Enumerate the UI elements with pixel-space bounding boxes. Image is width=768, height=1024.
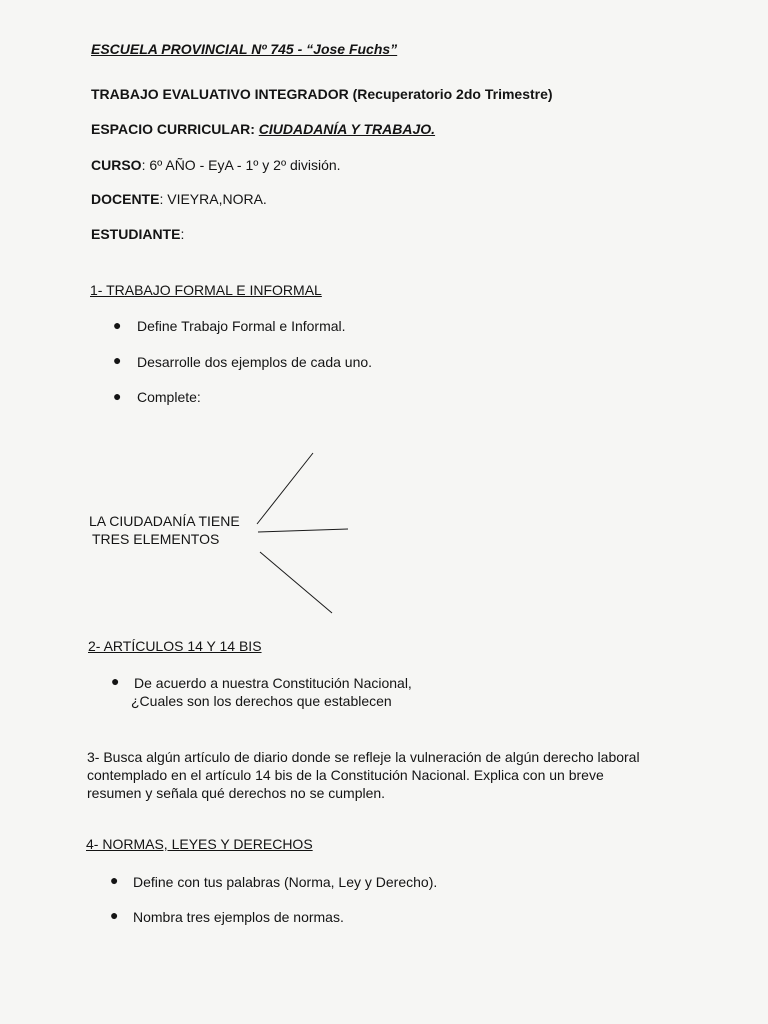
section4-title: 4- NORMAS, LEYES Y DERECHOS — [86, 836, 313, 852]
list-item: Desarrolle dos ejemplos de cada uno. — [137, 354, 373, 370]
teacher-value: : VIEYRA,NORA. — [159, 191, 267, 207]
section3-line2: contemplado en el artículo 14 bis de la Constitución Nacional. Explica con un breve — [87, 767, 604, 783]
student-label: ESTUDIANTE — [91, 226, 181, 242]
section2-title: 2- ARTÍCULOS 14 Y 14 BIS — [88, 638, 262, 654]
bullet-icon: ● — [113, 352, 122, 368]
diagram-label-line1: LA CIUDADANÍA TIENE — [89, 513, 240, 529]
student-value: : — [180, 226, 185, 242]
diagram-line-up — [257, 453, 313, 524]
diagram-line-down — [260, 552, 332, 613]
section3-line3: resumen y señala qué derechos no se cumplen. — [87, 785, 386, 801]
work-title: TRABAJO EVALUATIVO INTEGRADOR (Recuperatorio 2do Trimestre) — [91, 86, 553, 102]
subject-value: CIUDADANÍA Y TRABAJO. — [258, 121, 436, 137]
subject-label: ESPACIO CURRICULAR: — [91, 121, 255, 137]
list-item-line2: ¿Cuales son los derechos que establecen — [131, 693, 392, 709]
bullet-icon: ● — [110, 907, 119, 923]
bullet-icon: ● — [111, 673, 120, 689]
teacher-label: DOCENTE — [91, 191, 160, 207]
diagram-line-middle — [258, 529, 348, 532]
bullet-icon: ● — [113, 388, 122, 404]
bullet-icon: ● — [113, 317, 122, 333]
course-value: : 6º AÑO - EyA - 1º y 2º división. — [141, 157, 341, 173]
diagram-label-line2: TRES ELEMENTOS — [92, 531, 220, 547]
section3-line1: 3- Busca algún artículo de diario donde se refleje la vulneración de algún derecho laboral — [87, 749, 640, 765]
list-item: Nombra tres ejemplos de normas. — [133, 909, 344, 925]
list-item: Complete: — [137, 389, 201, 405]
section1-title: 1- TRABAJO FORMAL E INFORMAL — [90, 282, 322, 298]
bullet-icon: ● — [110, 872, 119, 888]
course-label: CURSO — [91, 157, 142, 173]
list-item: Define con tus palabras (Norma, Ley y Derecho). — [133, 874, 438, 890]
list-item-line1: De acuerdo a nuestra Constitución Nacional, — [134, 675, 412, 691]
list-item: Define Trabajo Formal e Informal. — [137, 318, 346, 334]
school-name: ESCUELA PROVINCIAL Nº 745 - “Jose Fuchs” — [91, 41, 398, 57]
